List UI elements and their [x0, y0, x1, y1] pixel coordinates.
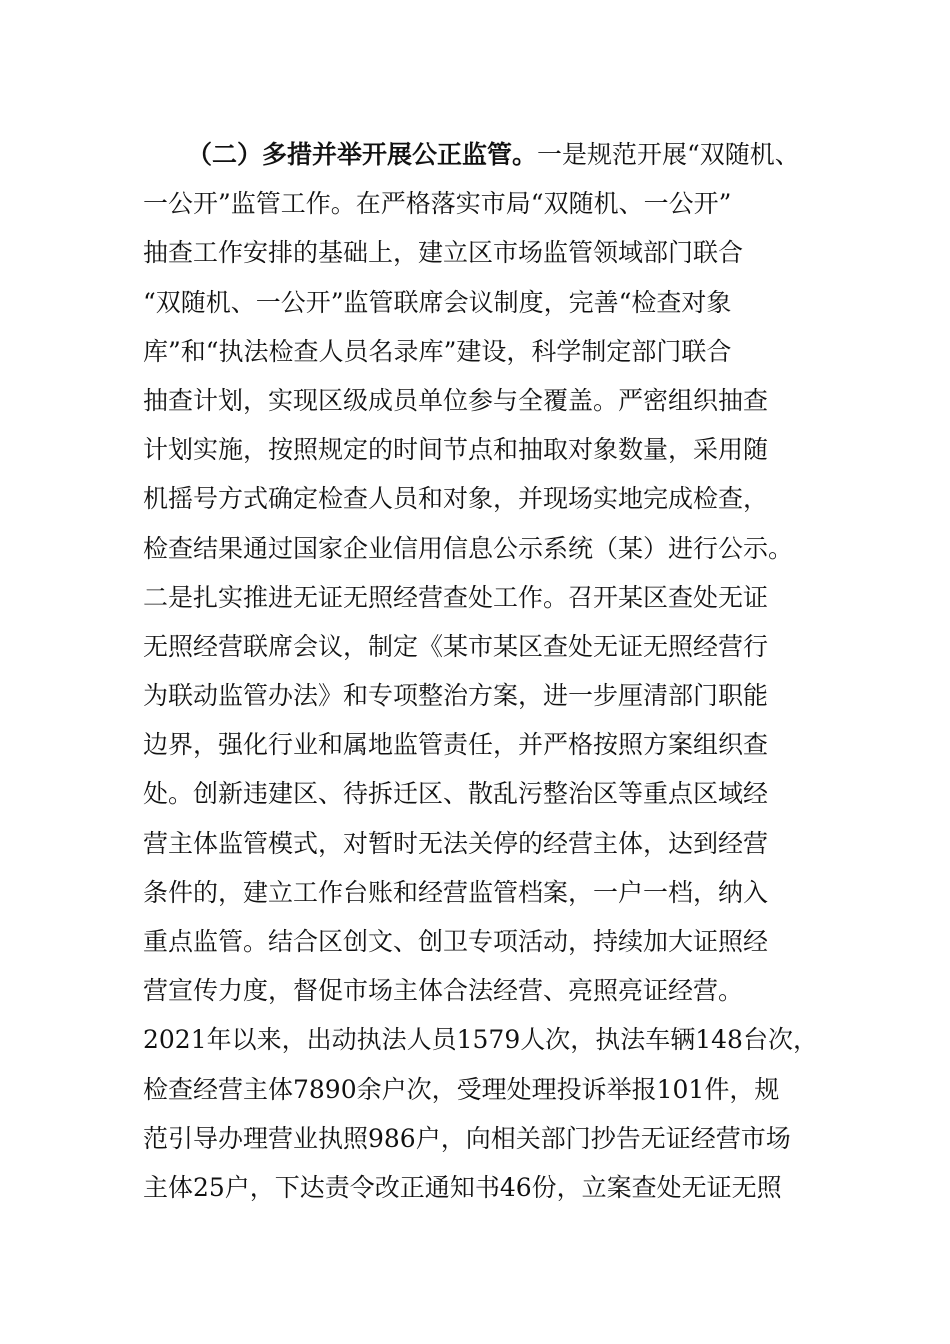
text-line: 一公开”监管工作。在严格落实市局“双随机、一公开”	[143, 189, 732, 219]
text-line	[143, 130, 823, 179]
body-text	[143, 130, 823, 1212]
text-line: 边界，强化行业和属地监管责任，并严格按照方案组织查	[143, 730, 769, 760]
text-line: 营宣传力度，督促市场主体合法经营、亮照亮证经营。	[143, 976, 744, 1006]
section-heading: （二）多措并举开展公正监管。	[187, 140, 538, 169]
text-line: 二是扎实推进无证无照经营查处工作。召开某区查处无证	[143, 582, 769, 612]
text-line: 处。创新违建区、待拆迁区、散乱污整治区等重点区域经	[143, 779, 769, 809]
text-line: “双随机、一公开”监管联席会议制度，完善“检查对象	[143, 287, 732, 317]
text-line: 计划实施，按照规定的时间节点和抽取对象数量，采用随	[143, 435, 769, 465]
text-line: 营主体监管模式，对暂时无法关停的经营主体，达到经营	[143, 828, 769, 858]
text-line: 检查经营主体7890余户次，受理处理投诉举报101件，规	[143, 1074, 780, 1104]
text-line: 条件的，建立工作台账和经营监管档案，一户一档，纳入	[143, 877, 769, 907]
text-line: 重点监管。结合区创文、创卫专项活动，持续加大证照经	[143, 927, 769, 956]
text-line: 2021年以来，出动执法人员1579人次，执法车辆148台次，	[143, 1025, 818, 1055]
text-line: 主体25户，下达责令改正通知书46份，立案查处无证无照	[143, 1172, 782, 1202]
text-line: 库”和“执法检查人员名录库”建设，科学制定部门联合	[143, 336, 732, 366]
text-line: 检查结果通过国家企业信用信息公示系统（某）进行公示。	[143, 533, 794, 563]
text-line: 无照经营联席会议，制定《某市某区查处无证无照经营行	[143, 631, 769, 661]
text-line: 为联动监管办法》和专项整治方案，进一步厘清部门职能	[143, 681, 769, 711]
text-line: 范引导办理营业执照986户，向相关部门抄告无证经营市场	[143, 1123, 791, 1153]
text-run: 一是规范开展“双随机、	[537, 140, 800, 169]
text-line: 抽查工作安排的基础上，建立区市场监管领域部门联合	[143, 238, 744, 268]
text-line: 抽查计划，实现区级成员单位参与全覆盖。严密组织抽查	[143, 385, 769, 415]
text-line: 机摇号方式确定检查人员和对象，并现场实地完成检查，	[143, 484, 769, 514]
